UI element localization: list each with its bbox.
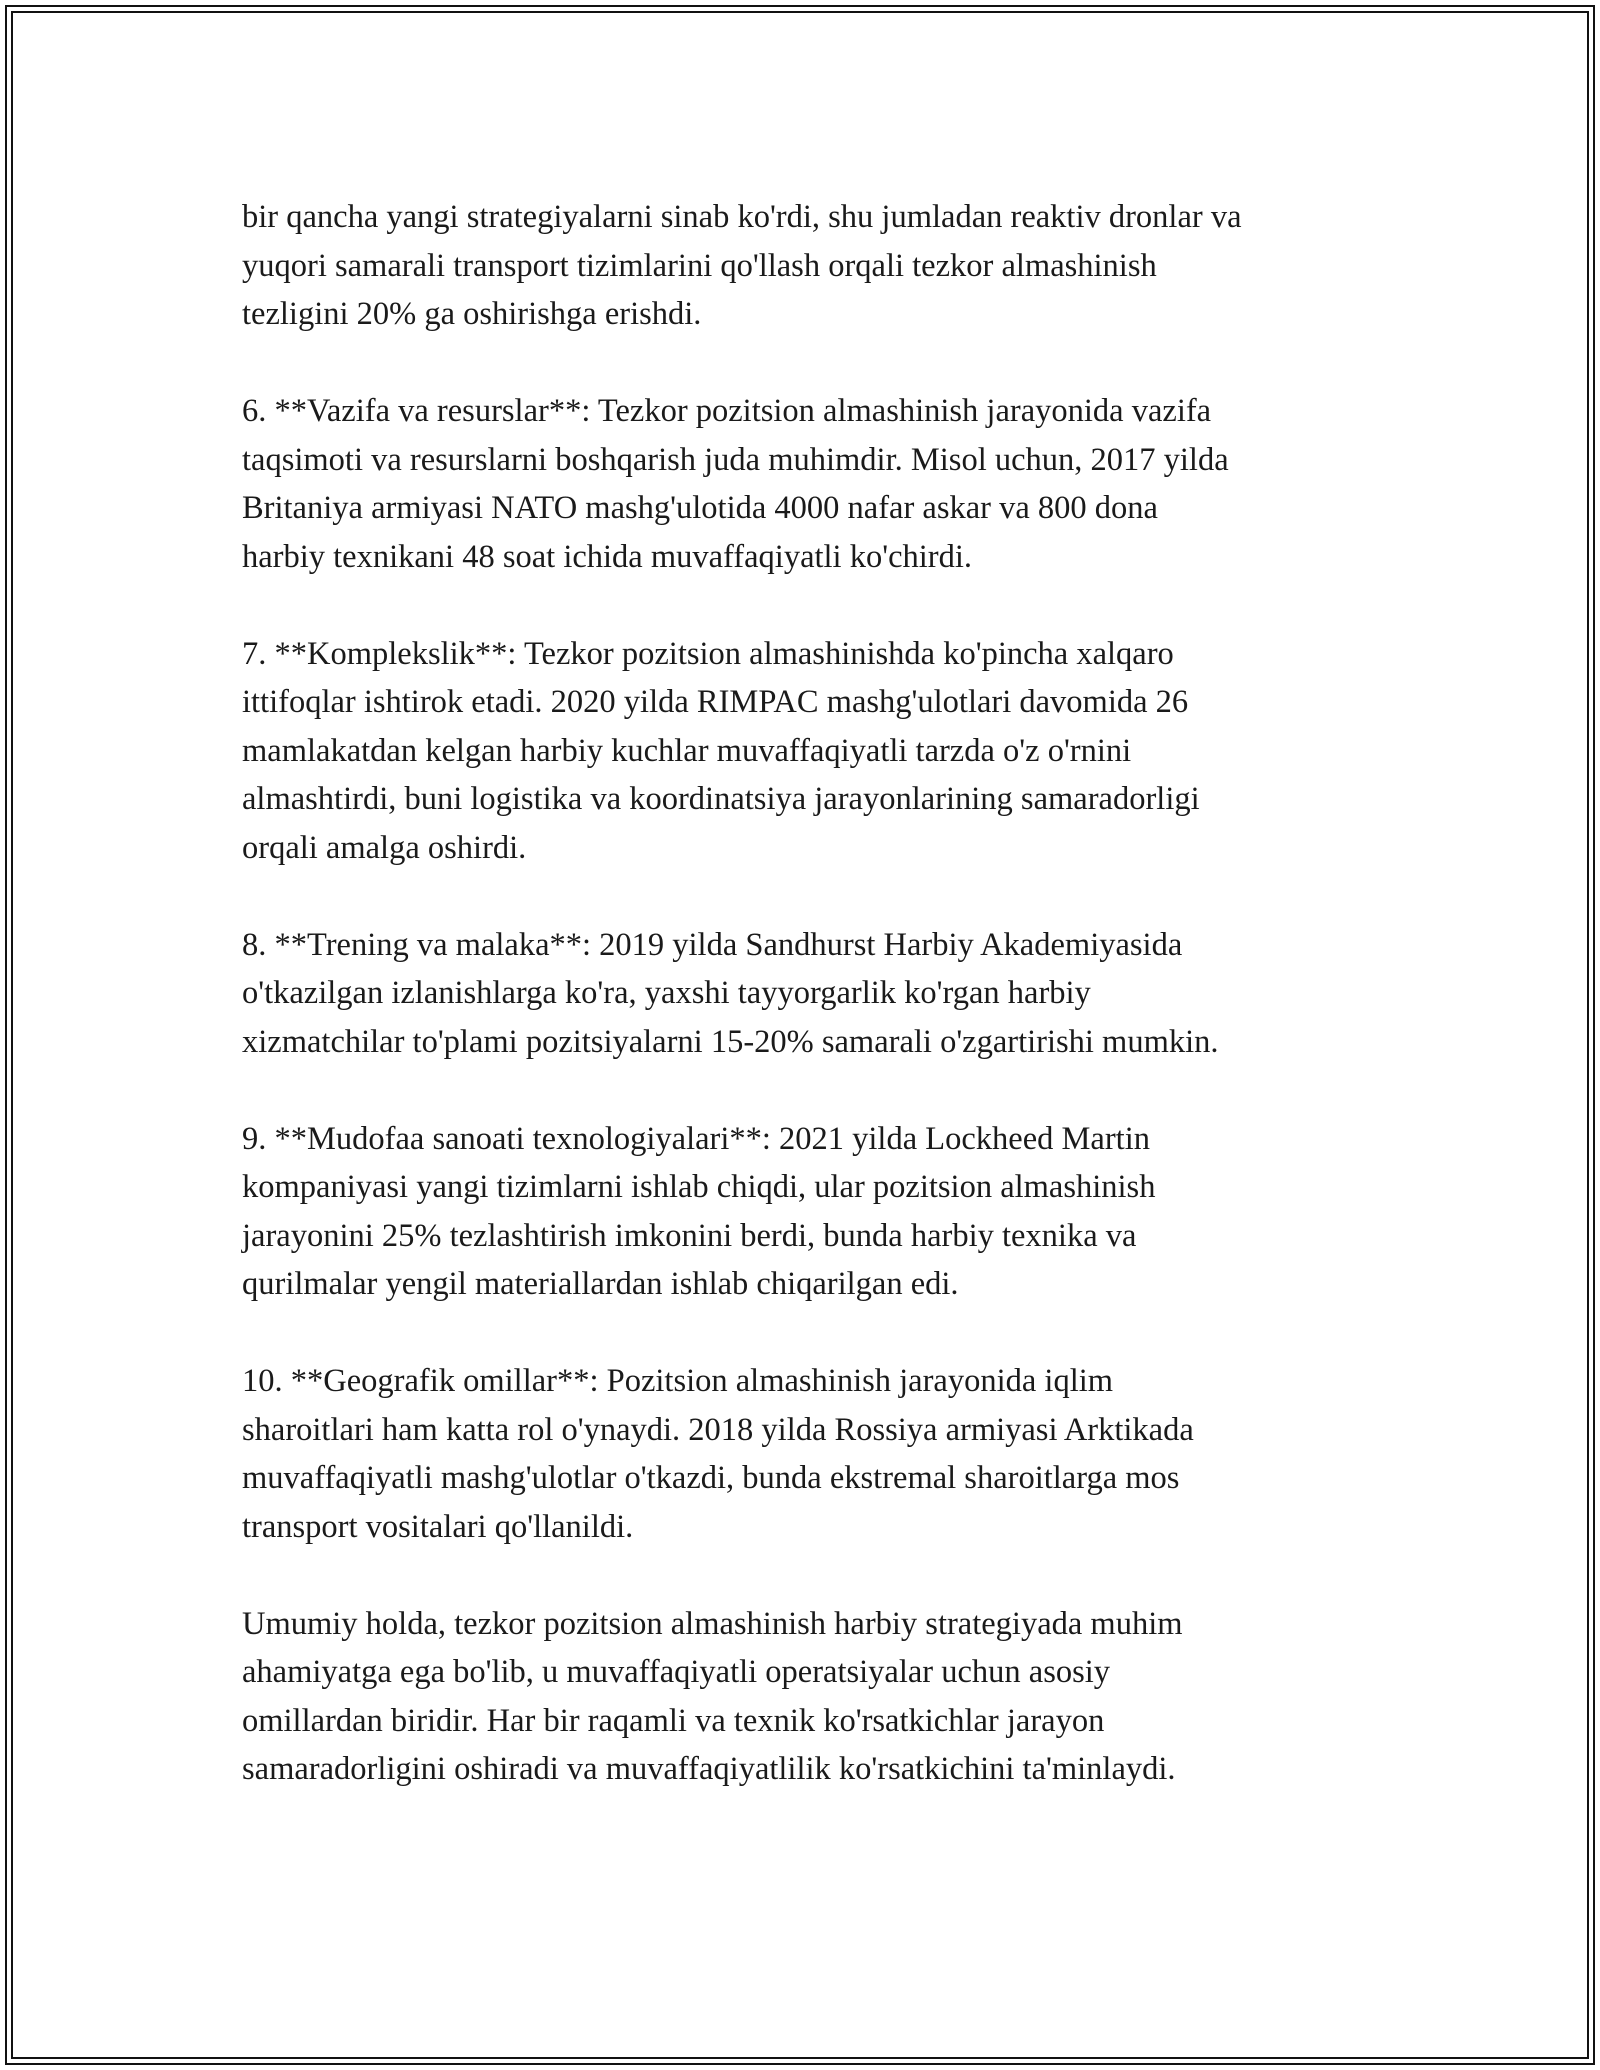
text-line: jarayonini 25% tezlashtirish imkonini berdi, bunda harbiy texnika va <box>242 1217 1137 1254</box>
text-line: 9. **Mudofaa sanoati texnologiyalari**: 2021 yilda Lockheed Martin <box>242 1120 1150 1157</box>
paragraph-item-7 <box>242 630 1407 873</box>
text-line: transport vositalari qo'llanildi. <box>242 1508 634 1545</box>
text-line: yuqori samarali transport tizimlarini qo'llash orqali tezkor almashinish <box>242 247 1157 284</box>
text-line: Umumiy holda, tezkor pozitsion almashinish harbiy strategiyada muhim <box>242 1605 1183 1642</box>
text-line: 7. **Komplekslik**: Tezkor pozitsion almashinishda ko'pincha xalqaro <box>242 635 1174 672</box>
page-frame <box>5 5 1595 2065</box>
text-line: harbiy texnikani 48 soat ichida muvaffaqiyatli ko'chirdi. <box>242 538 972 575</box>
text-line: ahamiyatga ega bo'lib, u muvaffaqiyatli operatsiyalar uchun asosiy <box>242 1654 1111 1690</box>
text-line: muvaffaqiyatli mashg'ulotlar o'tkazdi, bunda ekstremal sharoitlarga mos <box>242 1460 1180 1496</box>
text-line: o'tkazilgan izlanishlarga ko'ra, yaxshi tayyorgarlik ko'rgan harbiy <box>242 975 1091 1011</box>
paragraph-intro-continuation <box>242 193 1407 339</box>
text-line: taqsimoti va resurslarni boshqarish juda muhimdir. Misol uchun, 2017 yilda <box>242 441 1229 478</box>
text-line: kompaniyasi yangi tizimlarni ishlab chiqdi, ular pozitsion almashinish <box>242 1169 1156 1205</box>
text-line: sharoitlari ham katta rol o'ynaydi. 2018 yilda Rossiya armiyasi Arktikada <box>242 1411 1194 1448</box>
text-line: 6. **Vazifa va resurslar**: Tezkor pozitsion almashinish jarayonida vazifa <box>242 393 1212 429</box>
paragraph-item-9 <box>242 1115 1407 1309</box>
document-body <box>242 193 1407 1842</box>
paragraph-item-8 <box>242 921 1407 1067</box>
paragraph-conclusion <box>242 1600 1407 1794</box>
text-line: 8. **Trening va malaka**: 2019 yilda Sandhurst Harbiy Akademiyasida <box>242 926 1183 963</box>
text-line: ittifoqlar ishtirok etadi. 2020 yilda RIMPAC mashg'ulotlari davomida 26 <box>242 684 1189 720</box>
text-line: omillardan biridir. Har bir raqamli va texnik ko'rsatkichlar jarayon <box>242 1702 1105 1739</box>
paragraph-item-6 <box>242 387 1407 581</box>
paragraph-item-10 <box>242 1357 1407 1551</box>
text-line: almashtirdi, buni logistika va koordinatsiya jarayonlarining samaradorligi <box>242 781 1200 817</box>
text-line: xizmatchilar to'plami pozitsiyalarni 15-20% samarali o'zgartirishi mumkin. <box>242 1023 1219 1060</box>
text-line: Britaniya armiyasi NATO mashg'ulotida 4000 nafar askar va 800 dona <box>242 490 1158 526</box>
text-line: mamlakatdan kelgan harbiy kuchlar muvaffaqiyatli tarzda o'z o'rnini <box>242 732 1132 769</box>
text-line: samaradorligini oshiradi va muvaffaqiyatlilik ko'rsatkichini ta'minlaydi. <box>242 1751 1176 1787</box>
text-line: orqali amalga oshirdi. <box>242 829 527 866</box>
text-line: 10. **Geografik omillar**: Pozitsion almashinish jarayonida iqlim <box>242 1363 1114 1399</box>
text-line: qurilmalar yengil materiallardan ishlab chiqarilgan edi. <box>242 1266 959 1302</box>
text-line: bir qancha yangi strategiyalarni sinab ko'rdi, shu jumladan reaktiv dronlar va <box>242 199 1242 235</box>
text-line: tezligini 20% ga oshirishga erishdi. <box>242 296 702 332</box>
